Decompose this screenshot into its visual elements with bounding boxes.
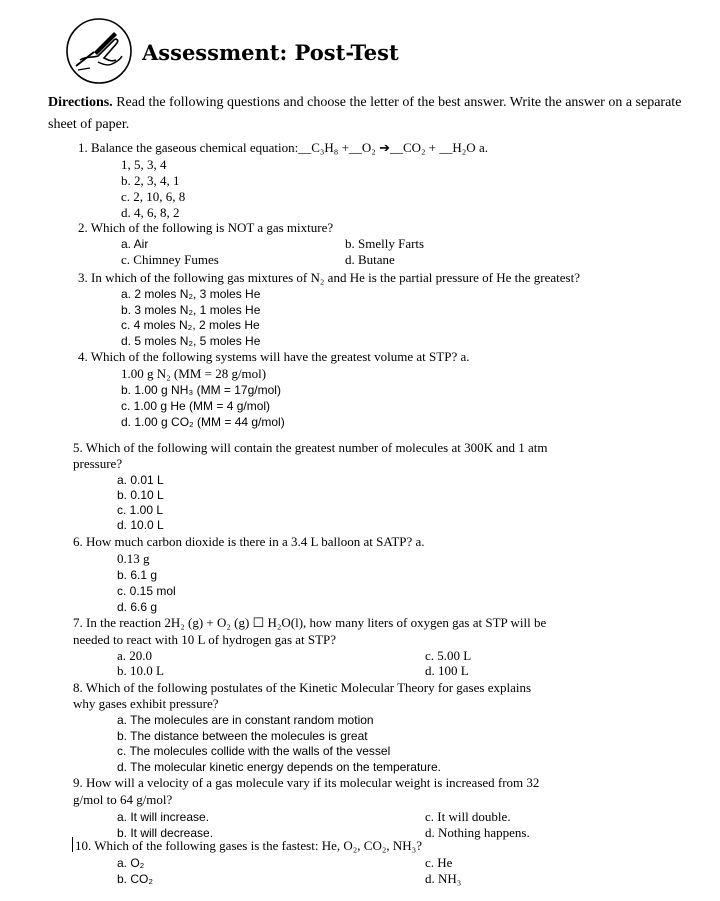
question-1-option: c. 2, 10, 6, 8 — [121, 189, 186, 204]
question-7-option: c. 5.00 L — [425, 648, 472, 663]
question-4-option: c. 1.00 g He (MM = 4 g/mol) — [121, 399, 271, 413]
question-2-option: d. Butane — [345, 252, 395, 267]
question-7-stem-continued: needed to react with 10 L of hydrogen gas at STP? — [73, 632, 337, 647]
question-5-option: b. 0.10 L — [117, 488, 164, 502]
question-9-option: b. It will decrease. — [117, 826, 214, 840]
question-3-option: d. 5 moles N₂, 5 moles He — [121, 334, 261, 348]
question-7-option: a. 20.0 — [117, 648, 153, 663]
question-7-option: d. 100 L — [425, 663, 469, 678]
question-4-option: d. 1.00 g CO₂ (MM = 44 g/mol) — [121, 415, 285, 429]
question-4-stem: 4. Which of the following systems will have the greatest volume at STP? a. — [78, 349, 470, 364]
question-3-option: a. 2 moles N₂, 3 moles He — [121, 287, 261, 301]
question-9-option: d. Nothing happens. — [425, 825, 530, 840]
question-4-option: 1.00 g N₂ (MM = 28 g/mol) — [121, 366, 267, 381]
question-9-option: a. It will increase. — [117, 810, 210, 824]
question-10-stem: 10. Which of the following gases is the fastest: He, O₂, CO₂, NH₃? — [75, 838, 422, 853]
question-1-stem: 1. Balance the gaseous chemical equation:__C₃H₈ +__O₂ ➔__CO₂ + __H₂O a. — [78, 140, 488, 155]
question-2-option: a. Air — [121, 237, 149, 251]
text-cursor — [72, 837, 73, 852]
question-8-stem: 8. Which of the following postulates of the Kinetic Molecular Theory for gases explains — [73, 680, 532, 695]
hand-writing-icon — [64, 16, 134, 86]
question-6-stem: 6. How much carbon dioxide is there in a 3.4 L balloon at SATP? a. — [73, 534, 425, 549]
question-5-stem-continued: pressure? — [73, 456, 123, 471]
question-9-stem: 9. How will a velocity of a gas molecule vary if its molecular weight is increased from 32 — [73, 775, 540, 790]
question-10-option: a. O₂ — [117, 856, 145, 870]
question-5-option: a. 0.01 L — [117, 473, 164, 487]
question-8-option: d. The molecular kinetic energy depends on the temperature. — [117, 760, 441, 774]
question-6-option: d. 6.6 g — [117, 600, 158, 614]
question-6-option: 0.13 g — [117, 551, 150, 566]
question-1-option: 1, 5, 3, 4 — [121, 157, 167, 172]
question-2-option: b. Smelly Farts — [345, 236, 425, 251]
question-2-option: c. Chimney Fumes — [121, 252, 219, 267]
question-3-option: b. 3 moles N₂, 1 moles He — [121, 303, 261, 317]
question-6-option: c. 0.15 mol — [117, 584, 176, 598]
question-5-option: c. 1.00 L — [117, 503, 164, 517]
question-3-option: c. 4 moles N₂, 2 moles He — [121, 318, 260, 332]
question-5-option: d. 10.0 L — [117, 518, 164, 532]
directions-label: Directions. — [48, 95, 113, 110]
question-10-option: d. NH₃ — [425, 871, 462, 886]
directions-text: Read the following questions and choose the letter of the best answer. Write the answer on a separate sheet of paper. — [48, 95, 682, 132]
question-9-stem-continued: g/mol to 64 g/mol? — [73, 792, 173, 807]
question-9-option: c. It will double. — [425, 809, 511, 824]
question-7-stem: 7. In the reaction 2H₂ (g) + O₂ (g) ☐ H₂O(l), how many liters of oxygen gas at STP will be — [73, 615, 547, 630]
question-8-stem-continued: why gases exhibit pressure? — [73, 696, 219, 711]
question-2-stem: 2. Which of the following is NOT a gas mixture? — [78, 220, 334, 235]
question-8-option: a. The molecules are in constant random motion — [117, 713, 374, 727]
question-4-option: b. 1.00 g NH₃ (MM = 17g/mol) — [121, 383, 281, 397]
question-1-option: d. 4, 6, 8, 2 — [121, 205, 180, 220]
question-10-option: b. CO₂ — [117, 872, 153, 886]
question-7-option: b. 10.0 L — [117, 663, 164, 678]
directions — [48, 92, 688, 136]
question-5-stem: 5. Which of the following will contain the greatest number of molecules at 300K and 1 atm — [73, 440, 548, 455]
question-6-option: b. 6.1 g — [117, 568, 158, 582]
question-8-option: c. The molecules collide with the walls of the vessel — [117, 744, 391, 758]
question-10-option: c. He — [425, 855, 453, 870]
question-8-option: b. The distance between the molecules is great — [117, 729, 368, 743]
question-3-stem: 3. In which of the following gas mixtures of N₂ and He is the partial pressure of He the greatest? — [78, 270, 580, 285]
page-title: Assessment: Post-Test — [142, 40, 399, 65]
question-1-option: b. 2, 3, 4, 1 — [121, 173, 180, 188]
